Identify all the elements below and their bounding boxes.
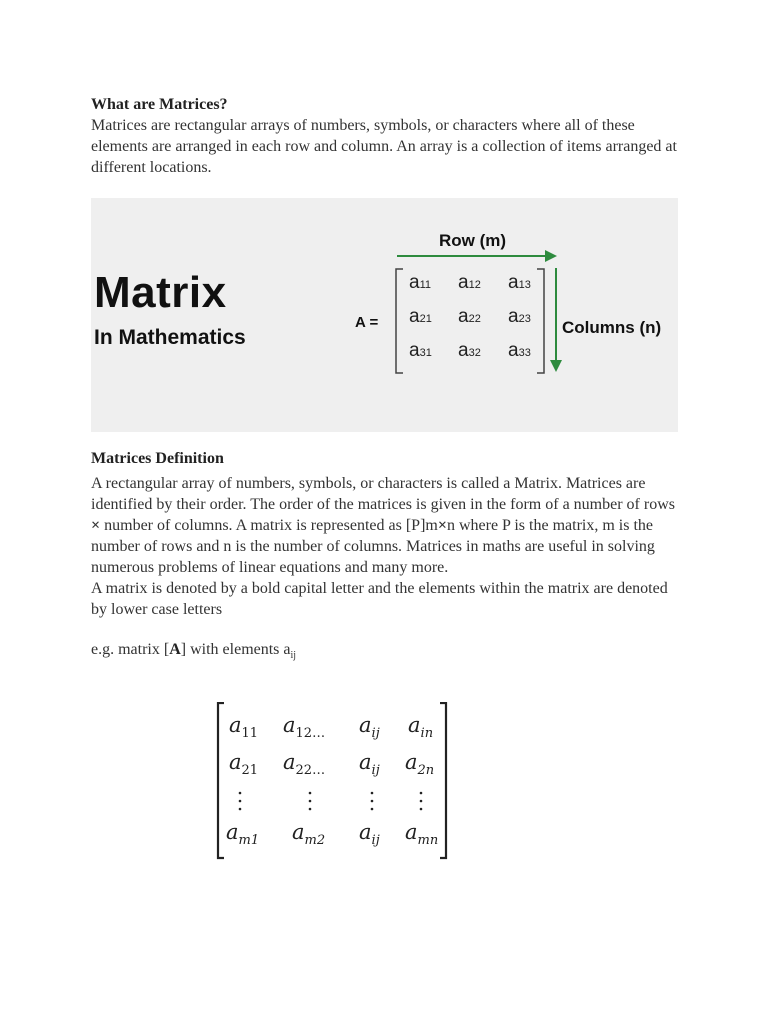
cell-a32 — [458, 340, 481, 362]
document-page — [91, 94, 681, 666]
vertical-dots-icon — [237, 790, 243, 812]
matrix-left-bracket-icon — [216, 702, 226, 860]
entry-index: 11 — [241, 726, 259, 742]
entry-letter: a — [229, 713, 242, 737]
definition-text-3: n where P is the matrix, m is the number of rows and n is the number of columns. Matrices in maths are useful in solving numerous problems of linear equations and many more. — [91, 517, 655, 576]
cell-letter: a — [409, 306, 420, 327]
cell-letter: a — [409, 340, 420, 361]
definition-text-2: number of columns. A matrix is represented as [P]m — [100, 517, 438, 534]
notation-paragraph: A matrix is denoted by a bold capital letter and the elements within the matrix are denoted by lower case letters — [91, 580, 668, 618]
example-subscript: ij — [290, 650, 297, 662]
section-heading-what-are-matrices: What are Matrices? — [91, 96, 228, 113]
example-bold-letter: A — [169, 641, 181, 658]
entry-letter: a — [226, 820, 239, 844]
entry-index — [305, 833, 326, 848]
cell-index: 23 — [518, 313, 531, 325]
entry-ain — [408, 713, 433, 741]
entry-aij-row2 — [359, 750, 380, 778]
matrix-infographic — [91, 198, 678, 432]
cell-letter: a — [508, 272, 519, 293]
general-matrix — [216, 702, 446, 860]
row-arrow-icon — [397, 248, 559, 264]
infographic-title: Matrix — [94, 268, 227, 317]
times-symbol: × — [437, 517, 447, 534]
row-label: Row (m) — [439, 231, 507, 250]
cell-letter: a — [458, 340, 469, 361]
column-label: Columns (n) — [562, 318, 662, 337]
cell-index: 11 — [419, 279, 431, 291]
entry-index-text: 2n — [417, 763, 435, 779]
definition-text-1: A rectangular array of numbers, symbols, or characters is called a Matrix. Matrices are identified by their order. The order of the matrices is given in the form of a number of rows — [91, 475, 675, 513]
entry-index — [421, 726, 434, 741]
entry-index-text: m2 — [304, 833, 326, 849]
definition-paragraph — [91, 473, 681, 578]
entry-letter: a — [229, 750, 242, 774]
entry-index-text: ij — [371, 763, 380, 779]
times-symbol: × — [91, 517, 101, 534]
entry-letter: a — [292, 820, 305, 844]
section-heading-matrices-definition: Matrices Definition — [91, 450, 224, 467]
cell-index: 21 — [419, 313, 432, 325]
entry-index-text: mn — [417, 833, 439, 849]
cell-a22 — [458, 306, 481, 328]
entry-letter: a — [408, 713, 421, 737]
cell-a11 — [409, 272, 431, 294]
entry-index-text: in — [420, 726, 434, 742]
right-bracket-icon — [535, 268, 547, 374]
entry-aij-row4 — [359, 820, 380, 848]
entry-letter: a — [405, 750, 418, 774]
entry-index — [372, 833, 380, 848]
cell-a31 — [409, 340, 432, 362]
matrix-right-bracket-icon — [438, 702, 448, 860]
cell-letter: a — [508, 306, 519, 327]
entry-letter: a — [359, 820, 372, 844]
entry-a22 — [283, 750, 325, 778]
cell-a12 — [458, 272, 481, 294]
entry-letter: a — [405, 820, 418, 844]
entry-letter: a — [359, 713, 372, 737]
entry-index — [372, 726, 380, 741]
a-equals-label: A = — [355, 314, 379, 331]
entry-a12 — [283, 713, 325, 741]
example-prefix: e.g. matrix [ — [91, 641, 170, 658]
cell-a23 — [508, 306, 531, 328]
example-suffix: ] with elements a — [180, 641, 291, 658]
entry-aij-row1 — [359, 713, 380, 741]
entry-a11 — [229, 713, 258, 741]
vertical-dots-icon — [369, 790, 375, 812]
entry-index: 22… — [295, 763, 326, 779]
entry-am2 — [292, 820, 325, 848]
vertical-dots-icon — [307, 790, 313, 812]
cell-index: 13 — [518, 279, 531, 291]
entry-index: 12… — [295, 726, 326, 742]
entry-a2n — [405, 750, 434, 778]
cell-letter: a — [458, 306, 469, 327]
cell-letter: a — [458, 272, 469, 293]
infographic-subtitle: In Mathematics — [94, 326, 246, 349]
intro-paragraph: Matrices are rectangular arrays of numbers, symbols, or characters where all of these elements are arranged in each row and column. An array is a collection of items arranged at different locations. — [91, 117, 677, 176]
vertical-dots-icon — [418, 790, 424, 812]
entry-am1 — [226, 820, 259, 848]
cell-a21 — [409, 306, 432, 328]
entry-a21 — [229, 750, 258, 778]
entry-letter: a — [283, 750, 296, 774]
cell-a33 — [508, 340, 531, 362]
left-bracket-icon — [393, 268, 405, 374]
entry-index-text: m1 — [238, 833, 260, 849]
entry-letter: a — [283, 713, 296, 737]
entry-amn — [405, 820, 438, 848]
entry-index-text: ij — [371, 726, 380, 742]
cell-letter: a — [508, 340, 519, 361]
cell-index: 32 — [468, 347, 481, 359]
cell-a13 — [508, 272, 531, 294]
entry-index-text: ij — [371, 833, 380, 849]
column-arrow-icon — [548, 268, 564, 376]
entry-index — [418, 833, 439, 848]
example-line — [91, 639, 681, 666]
cell-index: 12 — [468, 279, 481, 291]
cell-index: 31 — [419, 347, 432, 359]
entry-index — [239, 833, 260, 848]
entry-index: 21 — [241, 763, 259, 779]
cell-letter: a — [409, 272, 420, 293]
cell-index: 33 — [518, 347, 531, 359]
entry-letter: a — [359, 750, 372, 774]
entry-index — [418, 763, 435, 778]
entry-index — [372, 763, 380, 778]
cell-index: 22 — [468, 313, 481, 325]
